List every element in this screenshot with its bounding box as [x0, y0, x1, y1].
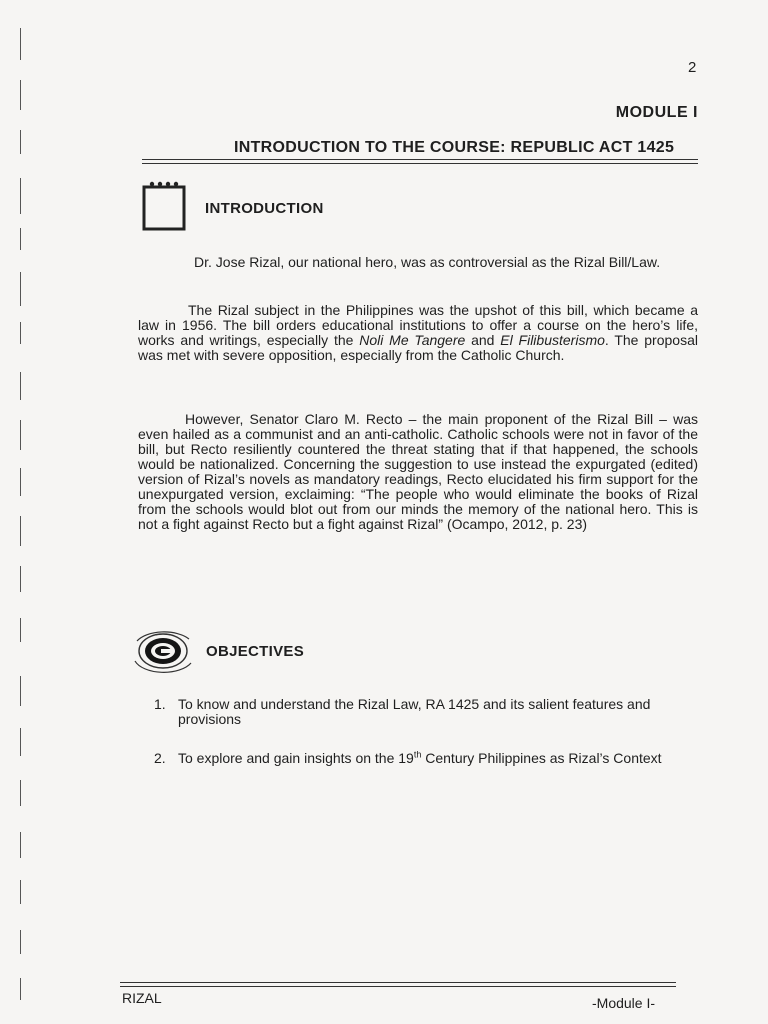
course-title: INTRODUCTION TO THE COURSE: REPUBLIC ACT 1425	[234, 139, 675, 156]
binding-mark	[20, 618, 21, 642]
objective-number: 1.	[154, 696, 166, 712]
header-rule	[142, 159, 698, 160]
objective-number: 2.	[154, 750, 166, 766]
objective-item	[154, 751, 694, 766]
binding-mark	[20, 780, 21, 806]
paragraph	[138, 303, 698, 363]
book-title: El Filibusterismo	[500, 332, 605, 348]
binding-mark	[20, 516, 21, 546]
paragraph-text: The Rizal subject in the Philippines was the upshot of this bill, which became a law in 1956. The bill orders educational institutions to offer a course on the hero’s life, works and writings, especially the	[138, 302, 698, 348]
binding-mark	[20, 566, 21, 592]
footer-module-label: -Module I-	[592, 995, 656, 1011]
binding-mark	[20, 228, 21, 250]
binding-mark	[20, 80, 21, 110]
book-title: Noli Me Tangere	[359, 332, 466, 348]
paragraph: However, Senator Claro M. Recto – the main proponent of the Rizal Bill – was even hailed as a communist and an anti-catholic. Catholic schools were not in favor of the bill, but Recto resiliently countered the threat stating that if that happened, the schools would be nationalized. Concerning the suggestion to use instead the expurgated (edited) version of Rizal’s novels as mandatory readings, Recto elucidated his firm support for the unexpurgated version, exclaiming: “The people who would eliminate the books of Rizal from the schools would blot out from our minds the memory of the national hero. This is not a fight against Recto but a fight against Rizal” (Ocampo, 2012, p. 23)	[138, 411, 698, 532]
binding-mark	[20, 468, 21, 496]
ordinal-suffix: th	[413, 749, 422, 760]
objective-text-part: To explore and gain insights on the 19	[178, 750, 414, 766]
binding-mark	[20, 178, 21, 214]
binding-mark	[20, 978, 21, 1000]
objective-text: To know and understand the Rizal Law, RA 1425 and its salient features and provisions	[178, 696, 651, 727]
module-title: MODULE I	[615, 104, 698, 121]
binding-mark	[20, 28, 21, 60]
binding-mark	[20, 728, 21, 756]
footer-rule	[120, 986, 676, 987]
objective-item	[154, 697, 694, 727]
binding-mark	[20, 880, 21, 904]
binding-mark	[20, 130, 21, 154]
binding-mark	[20, 372, 21, 400]
binding-mark	[20, 322, 21, 344]
binding-mark	[20, 272, 21, 306]
paragraph-text: . The proposal was met with severe opposition, especially from the Catholic Church.	[138, 332, 698, 363]
target-icon	[129, 627, 197, 675]
paragraph-text: and	[465, 332, 501, 348]
binding-mark	[20, 420, 21, 450]
footer-rule	[120, 982, 676, 983]
footer-course-name: RIZAL	[122, 990, 162, 1006]
notepad-icon	[140, 178, 188, 232]
objective-text-part: Century Philippines as Rizal’s Context	[421, 750, 662, 766]
paragraph: Dr. Jose Rizal, our national hero, was as controversial as the Rizal Bill/Law.	[194, 254, 661, 270]
objectives-heading: OBJECTIVES	[206, 643, 305, 660]
binding-mark	[20, 930, 21, 954]
objective-text	[178, 751, 694, 766]
page-number: 2	[688, 59, 697, 76]
binding-mark	[20, 832, 21, 858]
binding-mark	[20, 676, 21, 706]
introduction-heading: INTRODUCTION	[205, 200, 324, 217]
header-rule	[142, 163, 698, 164]
